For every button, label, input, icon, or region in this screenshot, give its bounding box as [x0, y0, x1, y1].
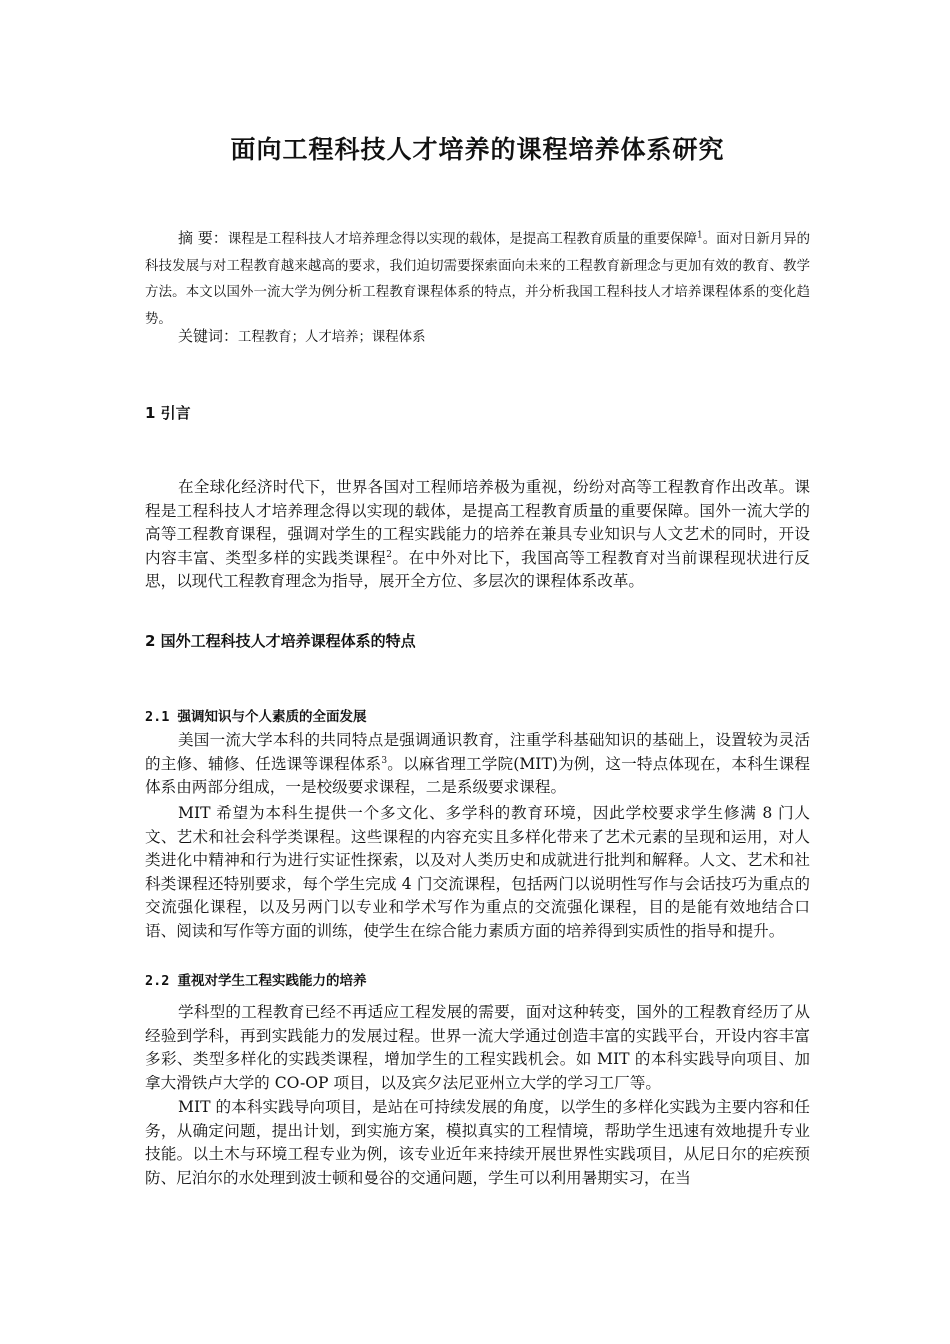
section-heading-foreign: 2 国外工程科技人才培养课程体系的特点 — [145, 632, 416, 650]
keywords — [178, 323, 425, 351]
paper-title: 面向工程科技人才培养的课程培养体系研究 — [230, 135, 725, 164]
citation-ref: 1 — [697, 230, 703, 241]
subsection-heading-2-1: 2.1 强调知识与个人素质的全面发展 — [145, 709, 367, 725]
abstract — [145, 225, 810, 333]
paragraph-text-continued: 。在中外对比下，我国高等工程教育对当前课程现状进行反思，以现代工程教育理念为指导，展开全方位、多层次的课程体系改革。 — [145, 548, 810, 591]
section-heading-intro: 1 引言 — [145, 404, 191, 422]
abstract-text: 课程是工程科技人才培养理念得以实现的载体，是提高工程教育质量的重要保障 — [227, 232, 698, 247]
paragraph-2-1-b: MIT 希望为本科生提供一个多文化、多学科的教育环境，因此学校要求学生修满 8 门人文、艺术和社会科学类课程。这些课程的内容充实且多样化带来了艺术元素的呈现和运用，对人类进化中精神和行为进行实证性探索，以及对人类历史和成就进行批判和解释。人文、艺术和社科类课程还特别要求，每个学生完成 4 门交流课程，包括两门以说明性写作与会话技巧为重点的交流强化课程，以及另两门以专业和学术写作为重点的交流强化课程，目的是能有效地结合口语、阅读和写作等方面的训练，使学生在综合能力素质方面的培养得到实质性的指导和提升。 — [145, 804, 810, 940]
intro-paragraph — [145, 476, 810, 594]
citation-ref: 2 — [386, 549, 392, 560]
paragraph-text-continued: 。以麻省理工学院(MIT)为例，这一特点体现在，本科生课程体系由两部分组成，一是校级要求课程，二是系级要求课程。 — [145, 754, 810, 797]
keywords-label: 关键词： — [178, 327, 239, 345]
paragraph-text: 美国一流大学本科的共同特点是强调通识教育，注重学科基础知识的基础上，设置较为灵活的主修、辅修、任选课等课程体系 — [145, 731, 810, 773]
paragraph-2-1-a — [145, 729, 810, 800]
abstract-text-continued: 。面对日新月异的科技发展与对工程教育越来越高的要求，我们迫切需要探索面向未来的工程教育新理念与更加有效的教育、教学方法。本文以国外一流大学为例分析工程教育课程体系的特点，并分析我国工程科技人才培养课程体系的变化趋势。 — [145, 232, 810, 327]
paragraph-2-2-a: 学科型的工程教育已经不再适应工程发展的需要，面对这种转变，国外的工程教育经历了从经验到学科，再到实践能力的发展过程。世界一流大学通过创造丰富的实践平台，开设内容丰富多彩、类型多样化的实践类课程，增加学生的工程实践机会。如 MIT 的本科实践导向项目、加拿大滑铁卢大学的 CO-OP 项目，以及宾夕法尼亚州立大学的学习工厂等。 — [145, 1003, 810, 1092]
subsection-heading-2-2: 2.2 重视对学生工程实践能力的培养 — [145, 973, 367, 989]
paragraph-2-2-b: MIT 的本科实践导向项目，是站在可持续发展的角度，以学生的多样化实践为主要内容和任务，从确定问题，提出计划，到实施方案，模拟真实的工程情境，帮助学生迅速有效地提升专业技能。以土木与环境工程专业为例，该专业近年来持续开展世界性实践项目，从尼日尔的疟疾预防、尼泊尔的水处理到波士顿和曼谷的交通问题，学生可以利用暑期实习，在当 — [145, 1098, 810, 1187]
paragraph-text: 在全球化经济时代下，世界各国对工程师培养极为重视，纷纷对高等工程教育作出改革。课程是工程科技人才培养理念得以实现的载体，是提高工程教育质量的重要保障。国外一流大学的高等工程教育课程，强调对学生的工程实践能力的培养在兼具专业知识与人文艺术的同时，开设内容丰富、类型多样的实践类课程 — [145, 478, 810, 567]
abstract-label: 摘 要： — [178, 229, 228, 247]
citation-ref: 3 — [381, 755, 388, 766]
keywords-text: 工程教育；人才培养；课程体系 — [238, 330, 426, 345]
